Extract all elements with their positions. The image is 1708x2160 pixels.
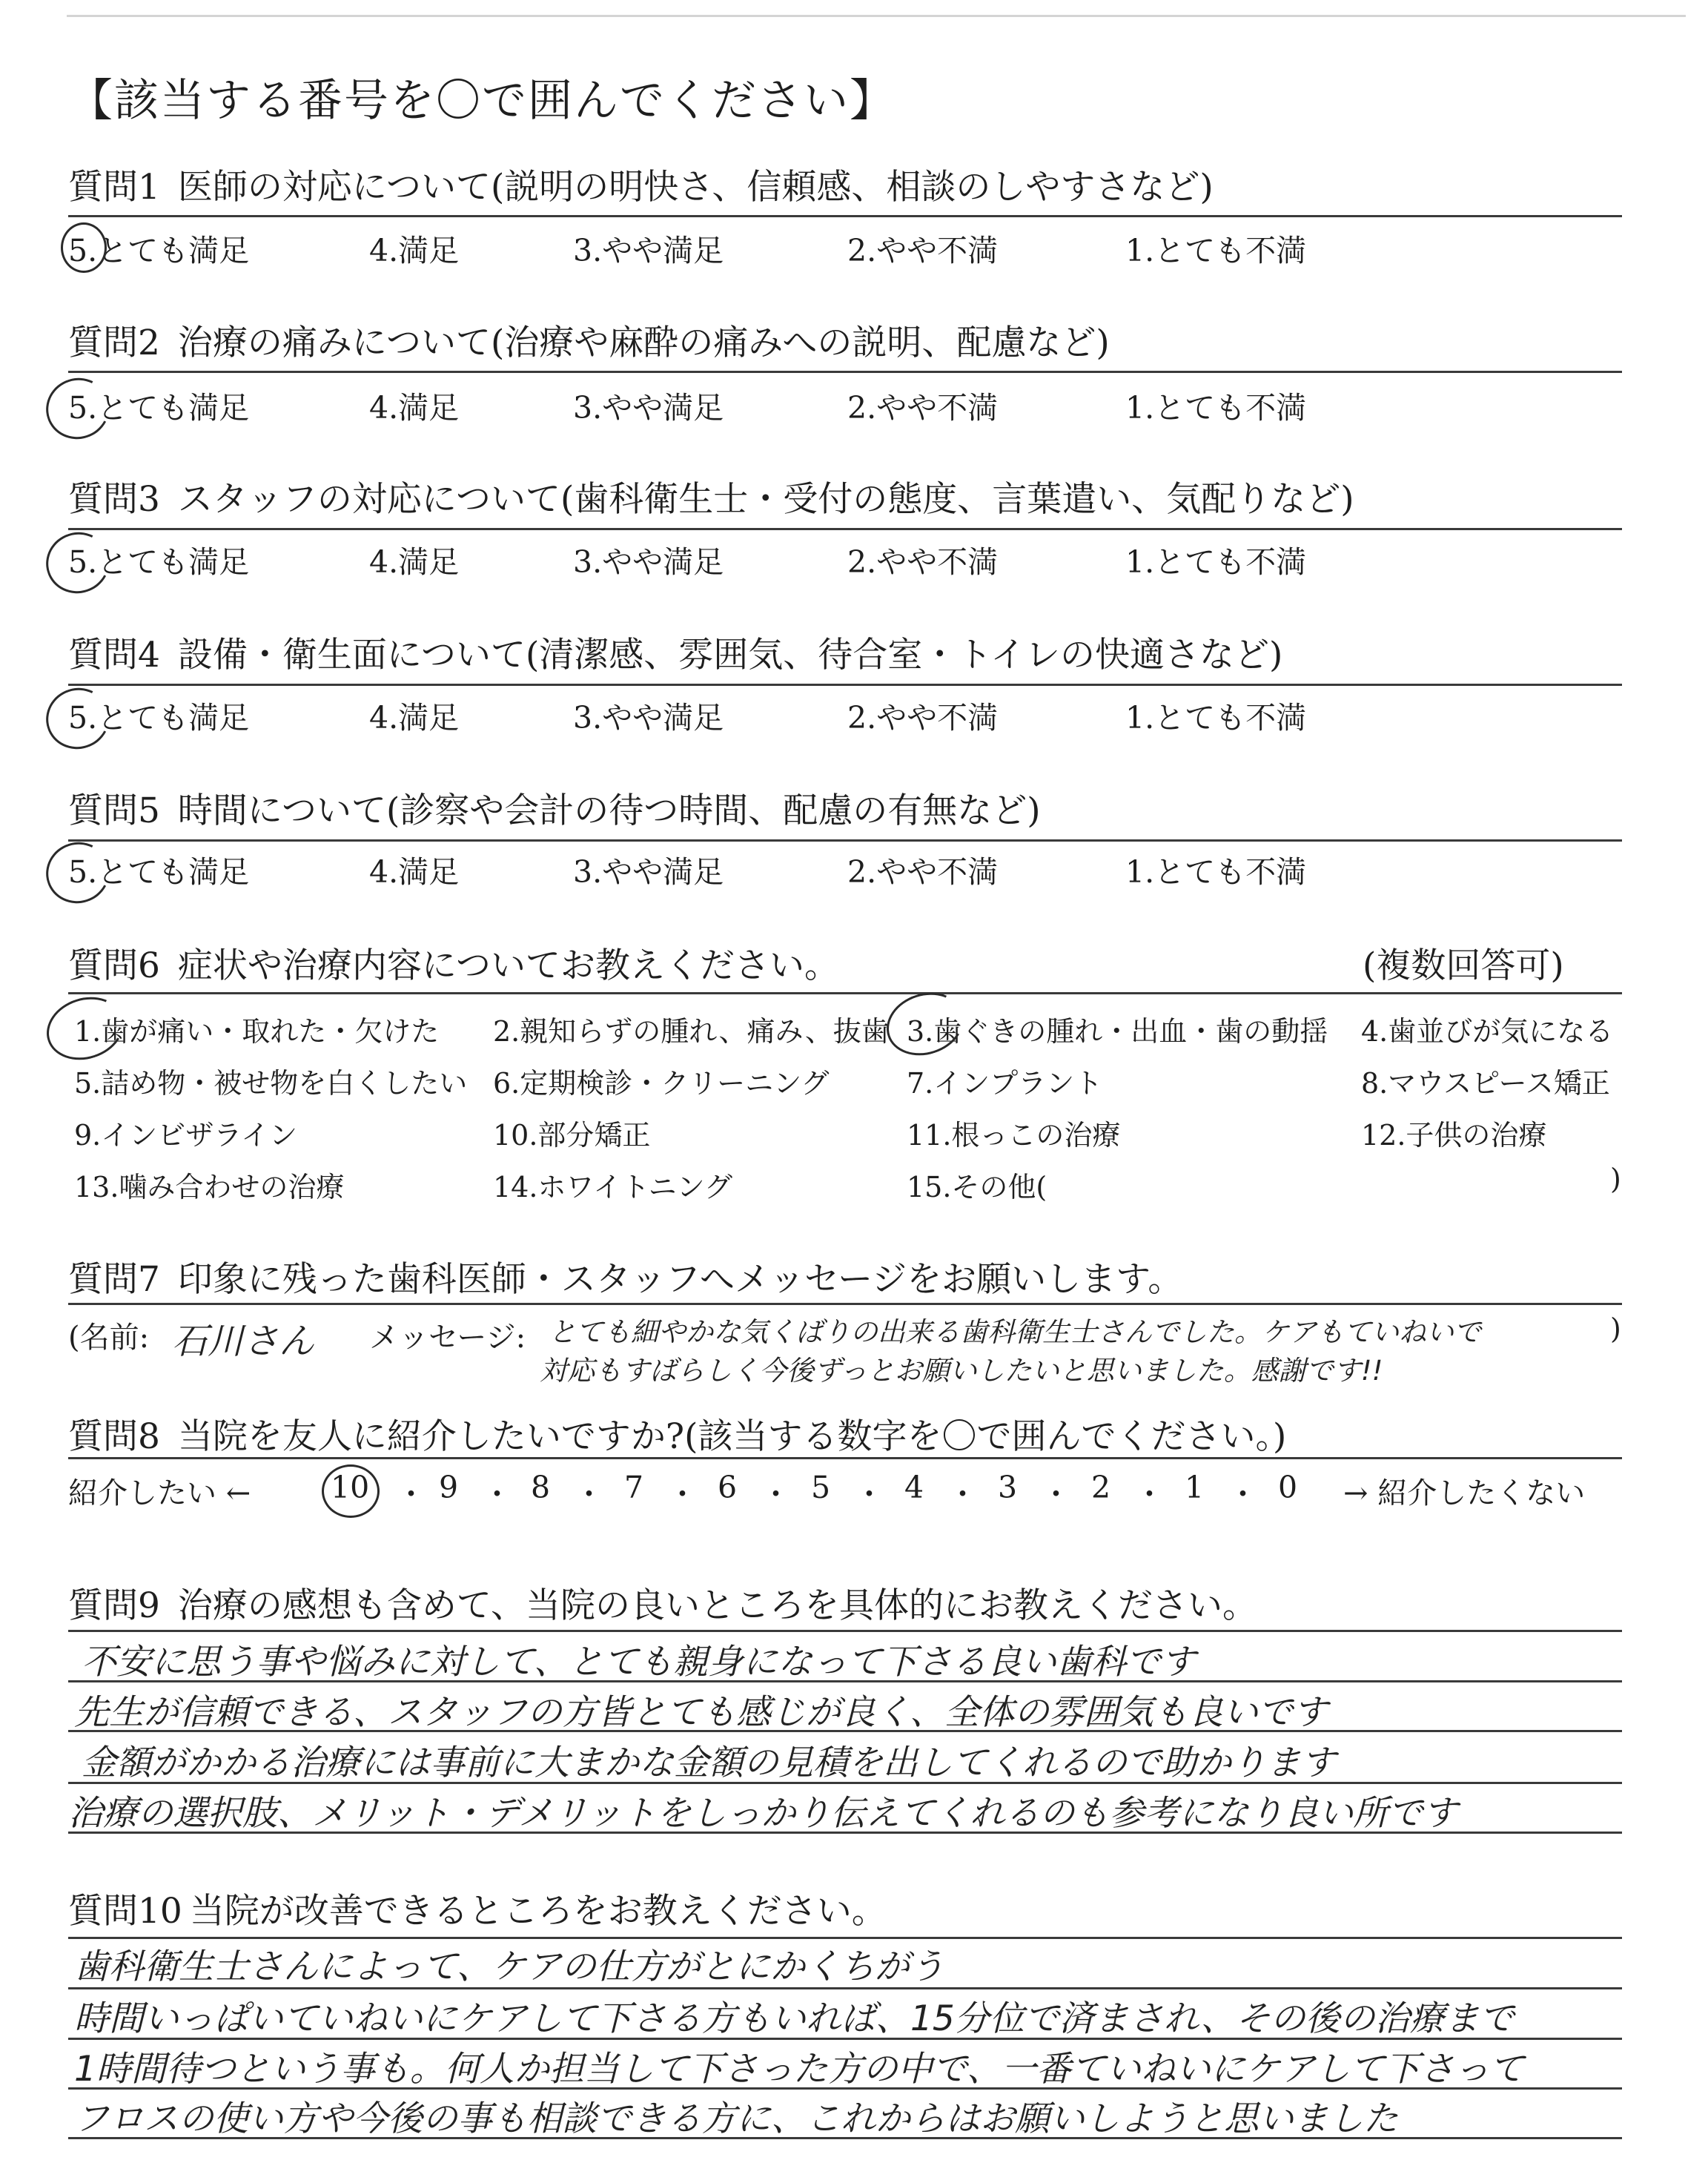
question-10-rule-3: [68, 2087, 1622, 2090]
question-1-number: 質問1: [68, 167, 160, 208]
question-10-rule-2: [68, 2038, 1622, 2040]
question-3-text: スタッフの対応について(歯科衛生士・受付の態度、言葉遣い、気配りなど): [177, 479, 1354, 520]
question-6-text: 症状や治療内容についてお教えください。: [177, 945, 839, 986]
question-2-rule: [68, 371, 1622, 373]
q6-option-7[interactable]: 7.インプラント: [907, 1067, 1103, 1100]
q7-name-label: (名前:: [68, 1321, 150, 1355]
question-7-rule: [68, 1303, 1622, 1305]
q5-selection-circle: [38, 834, 117, 912]
q9-answer-line-1[interactable]: 不安に思う事や悩みに対して、とても親身になって下さる良い歯科です: [82, 1642, 1196, 1682]
q3-option-2[interactable]: 2.やや不満: [847, 544, 999, 580]
question-7: [68, 1252, 1182, 1301]
question-1: [68, 159, 1214, 209]
q1-option-2[interactable]: 2.やや不満: [847, 233, 999, 268]
q6-other-close-paren: ): [1610, 1163, 1621, 1195]
question-1-text: 医師の対応について(説明の明快さ、信頼感、相談のしやすさなど): [177, 167, 1214, 208]
question-4-text: 設備・衛生面について(清潔感、雰囲気、待合室・トイレの快適さなど): [177, 635, 1283, 676]
question-3-rule: [68, 528, 1622, 530]
q6-option-6[interactable]: 6.定期検診・クリーニング: [493, 1067, 830, 1100]
question-8-number: 質問8: [68, 1416, 160, 1457]
question-10: [68, 1883, 887, 1933]
question-5-text: 時間について(診察や会計の待つ時間、配慮の有無など): [177, 790, 1041, 831]
question-2-text: 治療の痛みについて(治療や麻酔の痛みへの説明、配慮など): [177, 323, 1110, 363]
q3-option-1[interactable]: 1.とても不満: [1125, 544, 1307, 580]
q7-message-line-1[interactable]: とても細やかな気くばりの出来る歯科衛生士さんでした。ケアもていねいで: [549, 1316, 1481, 1348]
question-5: [68, 783, 1041, 833]
top-border: [67, 15, 1686, 17]
q8-scale-3[interactable]: 3: [998, 1470, 1018, 1505]
question-4-rule: [68, 684, 1622, 686]
q8-scale-4[interactable]: 4: [904, 1470, 924, 1505]
q7-message-line-2[interactable]: 対応もすばらしく今後ずっとお願いしたいと思いました。感謝です!!: [540, 1355, 1383, 1387]
q3-option-4[interactable]: 4.満足: [369, 544, 460, 580]
q2-option-2[interactable]: 2.やや不満: [847, 390, 999, 426]
q8-scale-8[interactable]: 8: [531, 1470, 551, 1505]
question-2-number: 質問2: [68, 323, 160, 363]
question-9-text: 治療の感想も含めて、当院の良いところを具体的にお教えください。: [177, 1585, 1257, 1626]
q4-option-2[interactable]: 2.やや不満: [847, 700, 999, 736]
question-9-rule-4: [68, 1832, 1622, 1834]
question-6: [68, 938, 839, 988]
q2-option-1[interactable]: 1.とても不満: [1125, 390, 1307, 426]
q6-option-8[interactable]: 8.マウスピース矯正: [1361, 1067, 1610, 1100]
q10-answer-line-3[interactable]: 1時間待つという事も。何人か担当して下さった方の中で、一番ていねいにケアして下さって: [74, 2049, 1524, 2090]
q4-option-3[interactable]: 3.やや満足: [573, 700, 724, 736]
q6-option-5[interactable]: 5.詰め物・被せ物を白くしたい: [74, 1067, 468, 1100]
q8-scale-2[interactable]: 2: [1091, 1470, 1111, 1505]
q4-option-4[interactable]: 4.満足: [369, 700, 460, 736]
q3-selection-circle: [38, 524, 117, 602]
question-3-number: 質問3: [68, 479, 160, 520]
question-7-text: 印象に残った歯科医師・スタッフへメッセージをお願いします。: [177, 1259, 1183, 1300]
q2-option-3[interactable]: 3.やや満足: [573, 390, 724, 426]
q2-option-4[interactable]: 4.満足: [369, 390, 460, 426]
q6-option-3[interactable]: 3.歯ぐきの腫れ・出血・歯の動揺: [907, 1015, 1328, 1048]
question-8-text: 当院を友人に紹介したいですか?(該当する数字を〇で囲んでください。): [177, 1416, 1287, 1457]
q7-message-label: メッセージ:: [369, 1321, 526, 1355]
question-2: [68, 315, 1110, 365]
question-9: [68, 1578, 1257, 1628]
q6-option-14[interactable]: 14.ホワイトニング: [493, 1171, 733, 1203]
question-6-rule: [68, 992, 1622, 994]
q6-option-2[interactable]: 2.親知らずの腫れ、痛み、抜歯: [493, 1015, 890, 1048]
q5-option-3[interactable]: 3.やや満足: [573, 854, 724, 890]
question-6-note: (複数回答可): [1363, 945, 1564, 986]
q10-answer-line-1[interactable]: 歯科衛生士さんによって、ケアの仕方がとにかくちがう: [74, 1946, 945, 1987]
question-10-number: 質問10: [68, 1891, 182, 1932]
question-10-text: 当院が改善できるところをお教えください。: [189, 1891, 887, 1932]
q8-left-label: 紹介したい ←: [68, 1476, 251, 1510]
q6-selection-circle-3: [878, 983, 972, 1066]
q4-option-5[interactable]: 5.とても満足: [68, 700, 250, 736]
q3-option-3[interactable]: 3.やや満足: [573, 544, 724, 580]
q6-option-1[interactable]: 1.歯が痛い・取れた・欠けた: [74, 1015, 440, 1048]
question-4-number: 質問4: [68, 635, 160, 676]
question-9-rule-1: [68, 1680, 1622, 1682]
question-1-rule: [68, 215, 1622, 217]
q1-option-5[interactable]: 5.とても満足: [68, 233, 250, 268]
q4-selection-circle: [38, 680, 117, 758]
question-4: [68, 627, 1282, 677]
q5-option-5[interactable]: 5.とても満足: [68, 854, 250, 890]
q7-close-paren: ): [1610, 1312, 1621, 1345]
q8-right-label: → 紹介したくない: [1343, 1476, 1586, 1510]
q6-option-12[interactable]: 12.子供の治療: [1361, 1119, 1547, 1152]
q10-answer-line-4[interactable]: フロスの使い方や今後の事も相談できる方に、これからはお願いしようと思いました: [74, 2098, 1398, 2139]
q8-scale-0[interactable]: 0: [1278, 1470, 1298, 1505]
q5-option-1[interactable]: 1.とても不満: [1125, 854, 1307, 890]
question-6-number: 質問6: [68, 945, 160, 986]
q8-scale-9[interactable]: 9: [439, 1470, 459, 1505]
question-3: [68, 472, 1354, 521]
q2-selection-circle: [38, 370, 117, 448]
question-5-rule: [68, 839, 1622, 842]
q2-option-5[interactable]: 5.とても満足: [68, 390, 250, 426]
q5-option-4[interactable]: 4.満足: [369, 854, 460, 890]
q8-scale-6[interactable]: 6: [718, 1470, 738, 1505]
question-9-number: 質問9: [68, 1585, 160, 1626]
q8-selection-circle: [322, 1464, 380, 1518]
q6-option-11[interactable]: 11.根っこの治療: [907, 1119, 1121, 1152]
q10-answer-line-2[interactable]: 時間いっぱいていねいにケアして下さる方もいれば、15分位で済まされ、その後の治療まで: [74, 1998, 1515, 2039]
q6-option-15[interactable]: 15.その他(: [907, 1171, 1047, 1203]
q6-option-13[interactable]: 13.噛み合わせの治療: [74, 1171, 345, 1203]
question-8-rule: [68, 1457, 1622, 1459]
q1-selection-circle: [61, 222, 107, 273]
q8-scale-5[interactable]: 5: [811, 1470, 831, 1505]
q6-option-4[interactable]: 4.歯並びが気になる: [1361, 1015, 1614, 1048]
question-10-rule-4: [68, 2137, 1622, 2139]
question-7-number: 質問7: [68, 1259, 160, 1300]
q7-name-value[interactable]: 石川さん: [172, 1321, 315, 1362]
q9-answer-line-4[interactable]: 治療の選択肢、メリット・デメリットをしっかり伝えてくれるのも参考になり良い所です: [68, 1793, 1458, 1834]
q9-answer-line-3[interactable]: 金額がかかる治療には事前に大まかな金額の見積を出してくれるので助かります: [82, 1743, 1336, 1783]
q8-scale-10[interactable]: 10: [331, 1470, 370, 1505]
question-10-rule-1: [68, 1987, 1622, 1989]
q3-option-5[interactable]: 5.とても満足: [68, 544, 250, 580]
q1-option-4[interactable]: 4.満足: [369, 233, 460, 268]
question-9-rule-3: [68, 1782, 1622, 1784]
q4-option-1[interactable]: 1.とても不満: [1125, 700, 1307, 736]
q6-option-10[interactable]: 10.部分矯正: [493, 1119, 651, 1152]
q9-answer-line-2[interactable]: 先生が信頼できる、スタッフの方皆とても感じが良く、全体の雰囲気も良いです: [74, 1692, 1328, 1733]
q8-scale-7[interactable]: 7: [624, 1470, 644, 1505]
question-9-rule-0: [68, 1630, 1622, 1632]
question-8: [68, 1409, 1286, 1459]
q6-selection-circle-1: [39, 988, 132, 1070]
q1-option-3[interactable]: 3.やや満足: [573, 233, 724, 268]
question-5-number: 質問5: [68, 790, 160, 831]
q5-option-2[interactable]: 2.やや不満: [847, 854, 999, 890]
question-9-rule-2: [68, 1730, 1622, 1732]
q1-option-1[interactable]: 1.とても不満: [1125, 233, 1307, 268]
form-header: 【該当する番号を〇で囲んでください】: [68, 75, 896, 127]
q8-scale-1[interactable]: 1: [1185, 1470, 1205, 1505]
q6-option-9[interactable]: 9.インビザライン: [74, 1119, 298, 1152]
